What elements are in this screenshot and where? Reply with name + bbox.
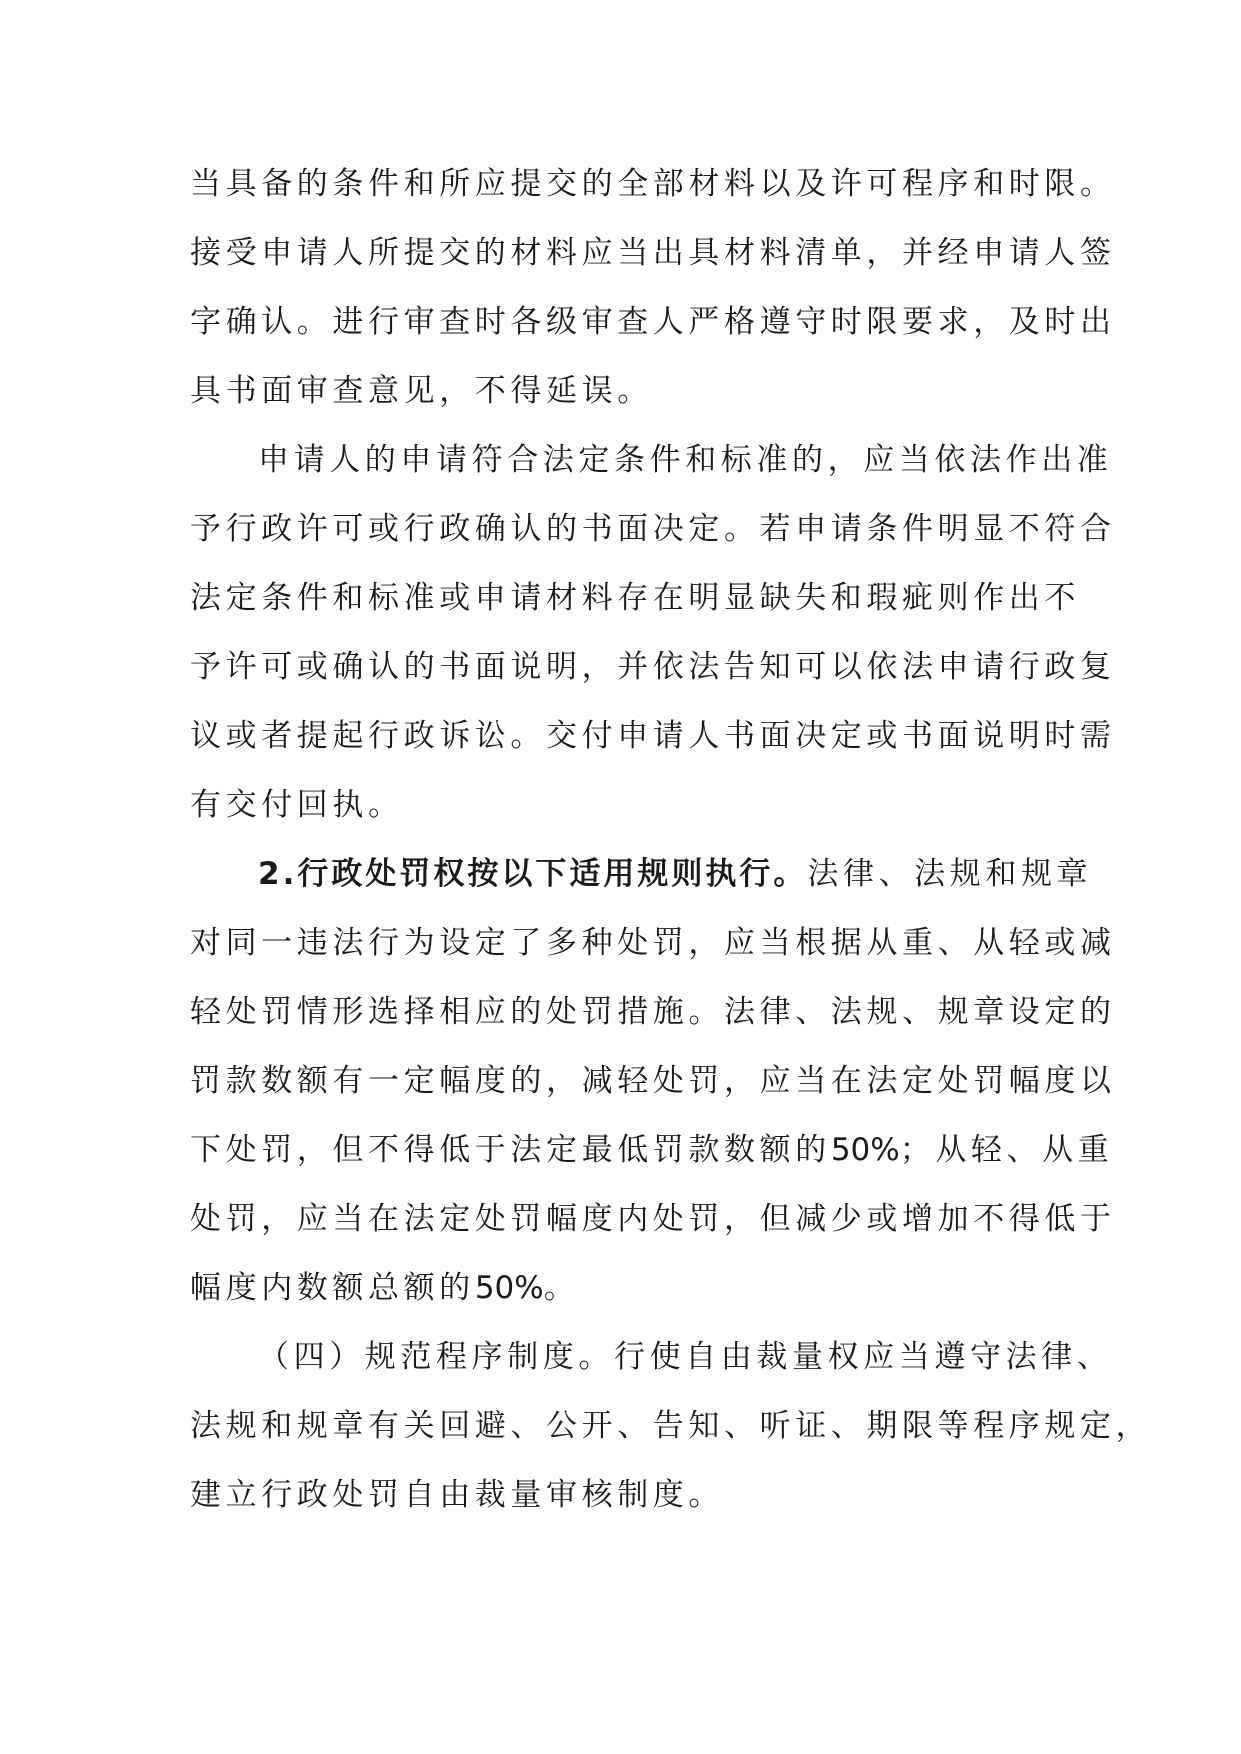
text-line: 有交付回执。	[190, 787, 404, 823]
text-line: 对同一违法行为设定了多种处罚，应当根据从重、从轻或减	[190, 925, 1116, 961]
text-line: 建立行政处罚自由裁量审核制度。	[190, 1477, 724, 1513]
text-line: 具书面审查意见，不得延误。	[190, 373, 653, 409]
text-line: 议或者提起行政诉讼。交付申请人书面决定或书面说明时需	[190, 718, 1116, 754]
text-line: 接受申请人所提交的材料应当出具材料清单，并经申请人签	[190, 235, 1116, 271]
text-line: 予许可或确认的书面说明，并依法告知可以依法申请行政复	[190, 649, 1116, 685]
percentage-value: 50%	[474, 1270, 544, 1306]
text-line: 轻处罚情形选择相应的处罚措施。法律、法规、规章设定的	[190, 994, 1116, 1030]
heading-followup-text: 法律、法规和规章	[807, 856, 1093, 892]
section-heading-line	[190, 840, 1093, 909]
text-segment: 下处罚，但不得低于法定最低罚款数额的	[190, 1132, 831, 1168]
text-line: 罚款数额有一定幅度的，减轻处罚，应当在法定处罚幅度以	[190, 1063, 1116, 1099]
text-line	[190, 1254, 1065, 1323]
text-segment: 幅度内数额总额的	[190, 1270, 475, 1306]
text-line: 法规和规章有关回避、公开、告知、听证、期限等程序规定，	[190, 1408, 1152, 1444]
text-line	[190, 1116, 1114, 1185]
text-segment: ；从轻、从重	[899, 1132, 1114, 1168]
text-line: 处罚，应当在法定处罚幅度内处罚，但减少或增加不得低于	[190, 1201, 1116, 1237]
section-heading: 2.行政处罚权按以下适用规则执行。	[258, 856, 808, 892]
text-line: 当具备的条件和所应提交的全部材料以及许可程序和时限。	[190, 166, 1116, 202]
text-line: 字确认。进行审查时各级审查人严格遵守时限要求，及时出	[190, 304, 1116, 340]
percentage-value: 50%	[830, 1132, 900, 1168]
paragraph-start-line: 申请人的申请符合法定条件和标准的，应当依法作出准	[258, 442, 1113, 478]
document-body	[190, 150, 1152, 1530]
text-line: 予行政许可或行政确认的书面决定。若申请条件明显不符合	[190, 511, 1116, 547]
text-segment: 。	[543, 1270, 580, 1306]
text-line: 法定条件和标准或申请材料存在明显缺失和瑕疵则作出不	[190, 580, 1080, 616]
paragraph-start-line: （四）规范程序制度。行使自由裁量权应当遵守法律、	[258, 1339, 1113, 1375]
